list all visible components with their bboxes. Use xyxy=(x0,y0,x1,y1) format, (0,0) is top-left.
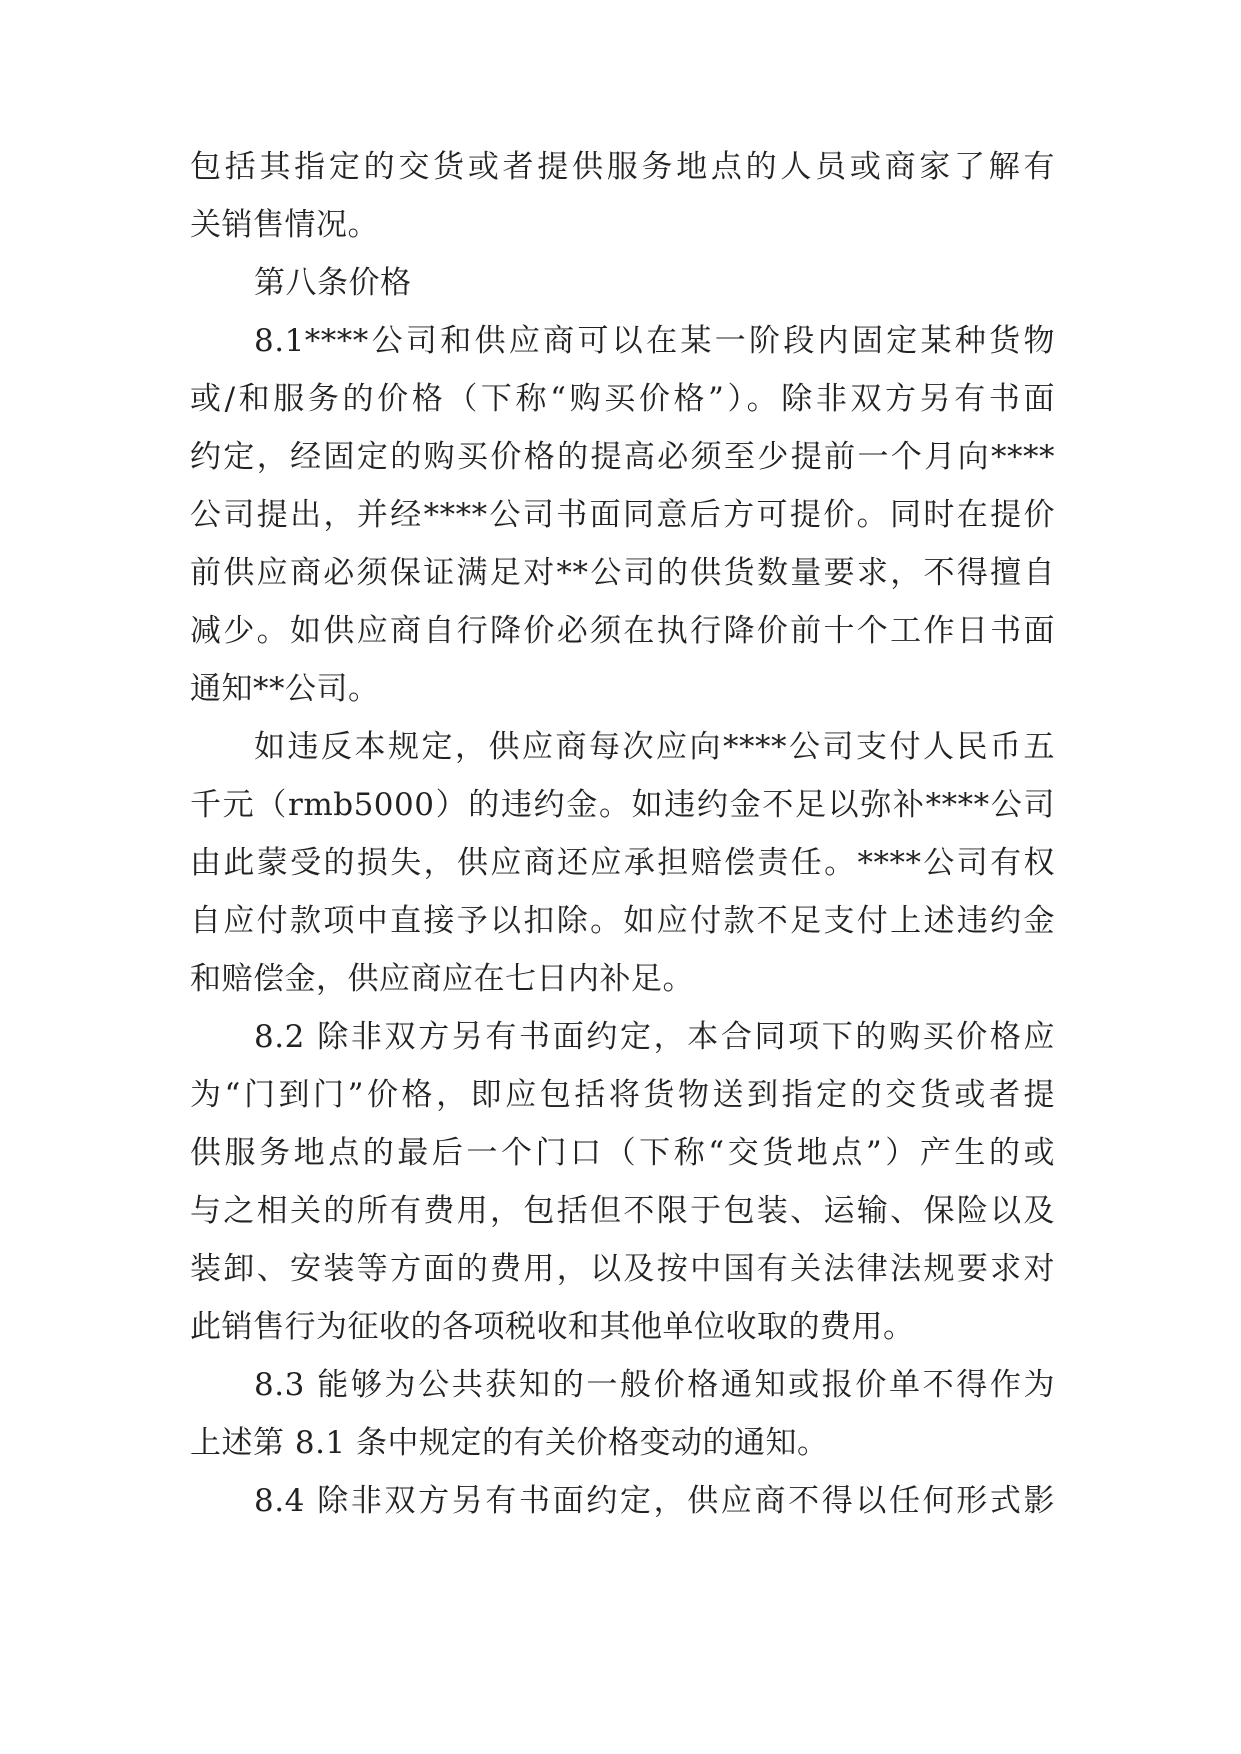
text-line: 8.4 除非双方另有书面约定，供应商不得以任何形式影 xyxy=(254,1483,1055,1519)
text-line: 8.1****公司和供应商可以在某一阶段内固定某种货物 xyxy=(254,323,1055,359)
text-line: 上述第 8.1 条中规定的有关价格变动的通知。 xyxy=(190,1425,829,1461)
text-line: 前供应商必须保证满足对**公司的供货数量要求，不得擅自 xyxy=(190,555,1055,591)
text-line: 为“门到门”价格，即应包括将货物送到指定的交货或者提 xyxy=(190,1077,1055,1113)
text-line: 或/和服务的价格（下称“购买价格”）。除非双方另有书面 xyxy=(190,381,1055,417)
text-line: 此销售行为征收的各项税收和其他单位收取的费用。 xyxy=(190,1309,915,1345)
text-line: 与之相关的所有费用，包括但不限于包装、运输、保险以及 xyxy=(190,1193,1055,1229)
text-line: 8.2 除非双方另有书面约定，本合同项下的购买价格应 xyxy=(254,1019,1055,1055)
text-line: 由此蒙受的损失，供应商还应承担赔偿责任。****公司有权 xyxy=(190,845,1055,881)
text-line: 8.3 能够为公共获知的一般价格通知或报价单不得作为 xyxy=(254,1367,1055,1403)
text-line: 通知**公司。 xyxy=(190,671,380,707)
text-line: 约定，经固定的购买价格的提高必须至少提前一个月向**** xyxy=(190,439,1055,475)
text-line: 自应付款项中直接予以扣除。如应付款不足支付上述违约金 xyxy=(190,903,1055,939)
text-line: 装卸、安装等方面的费用，以及按中国有关法律法规要求对 xyxy=(190,1251,1055,1287)
text-line: 包括其指定的交货或者提供服务地点的人员或商家了解有 xyxy=(190,149,1055,185)
text-line: 千元（rmb5000）的违约金。如违约金不足以弥补****公司 xyxy=(190,787,1055,823)
text-line: 如违反本规定，供应商每次应向****公司支付人民币五 xyxy=(254,729,1055,765)
section-heading: 第八条价格 xyxy=(254,265,412,301)
text-line: 和赔偿金，供应商应在七日内补足。 xyxy=(190,961,694,997)
text-line: 公司提出，并经****公司书面同意后方可提价。同时在提价 xyxy=(190,497,1055,533)
text-line: 关销售情况。 xyxy=(190,207,379,243)
text-line: 减少。如供应商自行降价必须在执行降价前十个工作日书面 xyxy=(190,613,1055,649)
text-line: 供服务地点的最后一个门口（下称“交货地点”）产生的或 xyxy=(190,1135,1055,1171)
